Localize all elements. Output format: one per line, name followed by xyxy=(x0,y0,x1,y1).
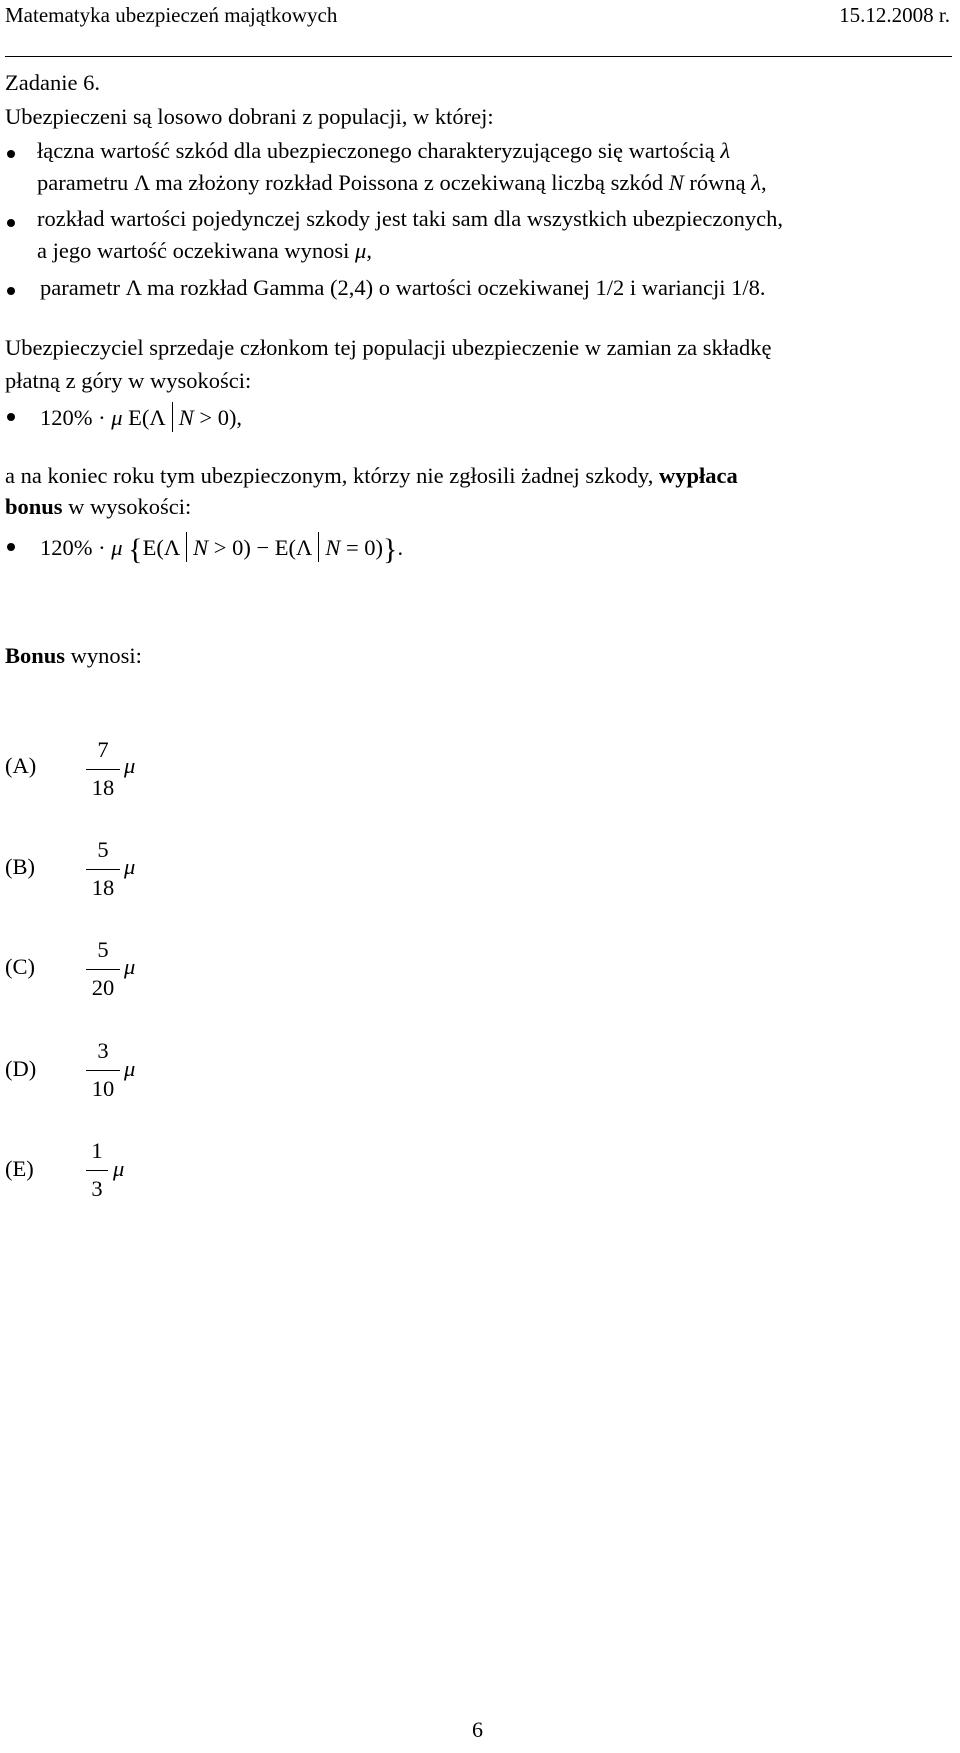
formula-premium xyxy=(40,402,242,432)
bullet1-text-c: równą xyxy=(689,170,746,195)
bullet-dot xyxy=(7,219,15,227)
para2-line1: Ubezpieczyciel sprzedaje członkom tej populacji ubezpieczenie w zamian za składkę xyxy=(5,335,772,360)
header-date: 15.12.2008 r. xyxy=(839,3,950,27)
answer-label: (B) xyxy=(5,854,35,879)
bullet2-line1: rozkład wartości pojedynczej szkody jest taki sam dla wszystkich ubezpieczonych, xyxy=(37,206,784,231)
bullet3-line xyxy=(40,277,765,300)
para3-line2 xyxy=(5,496,191,519)
bonus-question xyxy=(5,645,142,668)
mu-symbol: μ xyxy=(124,854,136,879)
mu-symbol: μ xyxy=(111,535,123,560)
formula1-E: E(Λ xyxy=(128,405,166,430)
intro-text: Ubezpieczeni są losowo dobrani z populacji, w której: xyxy=(5,104,494,129)
para3-bold-wyplaca: wypłaca xyxy=(658,463,738,488)
formula1-pct: 120% xyxy=(40,405,93,430)
formula2-end: . xyxy=(397,535,404,560)
lambda-symbol: λ xyxy=(751,170,762,195)
bullet-dot xyxy=(7,543,15,551)
bullet3-text-a: parametr xyxy=(40,275,120,300)
para3-line1 xyxy=(5,465,738,488)
mu-symbol: μ xyxy=(124,753,136,778)
mu-symbol: μ xyxy=(124,1056,136,1081)
fraction-bar xyxy=(86,969,120,970)
fraction-bar xyxy=(86,869,120,870)
bullet1-end: , xyxy=(761,170,767,195)
answer-label: (A) xyxy=(5,753,37,778)
denominator: 20 xyxy=(91,975,115,1000)
denominator: 3 xyxy=(91,1176,103,1201)
lambda-symbol: λ xyxy=(720,138,731,163)
bullet1-line2 xyxy=(37,172,767,195)
bullet2-line2 xyxy=(37,240,372,263)
left-brace: { xyxy=(128,533,143,566)
formula1-rest: > 0), xyxy=(199,405,243,430)
N-symbol: N xyxy=(178,405,194,430)
formula1-dot: · xyxy=(98,405,106,430)
mu-symbol: μ xyxy=(113,1156,125,1181)
task-title: Zadanie 6. xyxy=(5,70,100,95)
bullet1-text-b: ma złożony rozkład Poissona z oczekiwaną liczbą szkód xyxy=(155,170,664,195)
formula2-pct: 120% xyxy=(40,535,93,560)
numerator: 5 xyxy=(97,837,109,862)
numerator: 3 xyxy=(97,1038,109,1063)
N-symbol: N xyxy=(668,170,684,195)
formula2-E1: E(Λ xyxy=(142,535,181,560)
bullet2-end: , xyxy=(366,238,372,263)
answer-label: (D) xyxy=(5,1056,37,1081)
conditional-bar xyxy=(172,402,173,432)
answer-label: (C) xyxy=(5,954,35,979)
Lambda-symbol: Λ xyxy=(125,275,142,300)
bullet3-text-b: ma rozkład Gamma (2,4) o wartości oczekiwanej 1/2 i wariancji 1/8. xyxy=(146,275,766,300)
right-brace: } xyxy=(383,533,398,566)
conditional-bar xyxy=(318,532,319,562)
N-symbol: N xyxy=(193,535,209,560)
fraction-bar xyxy=(86,1070,120,1071)
formula-bonus xyxy=(40,532,403,565)
fraction-bar xyxy=(86,769,120,770)
mu-symbol: μ xyxy=(111,405,123,430)
denominator: 18 xyxy=(91,775,115,800)
numerator: 5 xyxy=(97,937,109,962)
para3-bold-bonus: bonus xyxy=(5,494,63,519)
bullet1-line1 xyxy=(37,140,730,163)
denominator: 10 xyxy=(91,1076,115,1101)
para2-line2: płatną z góry w wysokości: xyxy=(5,368,252,393)
formula2-r2: = 0) xyxy=(345,535,384,560)
para3-rest: w wysokości: xyxy=(68,494,192,519)
N-symbol: N xyxy=(325,535,341,560)
bonus-rest: wynosi: xyxy=(70,643,142,668)
formula2-r1: > 0) − E(Λ xyxy=(213,535,313,560)
page-number: 6 xyxy=(472,1717,483,1742)
formula2-dot: · xyxy=(98,535,106,560)
mu-symbol: μ xyxy=(355,238,367,263)
bullet-dot xyxy=(7,287,15,295)
numerator: 1 xyxy=(91,1138,103,1163)
conditional-bar xyxy=(186,532,187,562)
para3-text: a na koniec roku tym ubezpieczonym, którzy nie zgłosili żadnej szkody, xyxy=(5,463,654,488)
bonus-bold: Bonus xyxy=(5,643,66,668)
bullet1-text: łączna wartość szkód dla ubezpieczonego charakteryzującego się wartością xyxy=(37,138,715,163)
mu-symbol: μ xyxy=(124,954,136,979)
bullet1-text-a: parametru xyxy=(37,170,129,195)
header-title: Matematyka ubezpieczeń majątkowych xyxy=(5,3,338,27)
answer-label: (E) xyxy=(5,1156,34,1181)
header-rule xyxy=(5,56,952,57)
numerator: 7 xyxy=(97,737,109,762)
bullet-dot xyxy=(7,150,15,158)
fraction-bar xyxy=(86,1170,108,1171)
bullet2-text: a jego wartość oczekiwana wynosi xyxy=(37,238,350,263)
Lambda-symbol: Λ xyxy=(133,170,150,195)
denominator: 18 xyxy=(91,875,115,900)
bullet-dot xyxy=(7,413,15,421)
